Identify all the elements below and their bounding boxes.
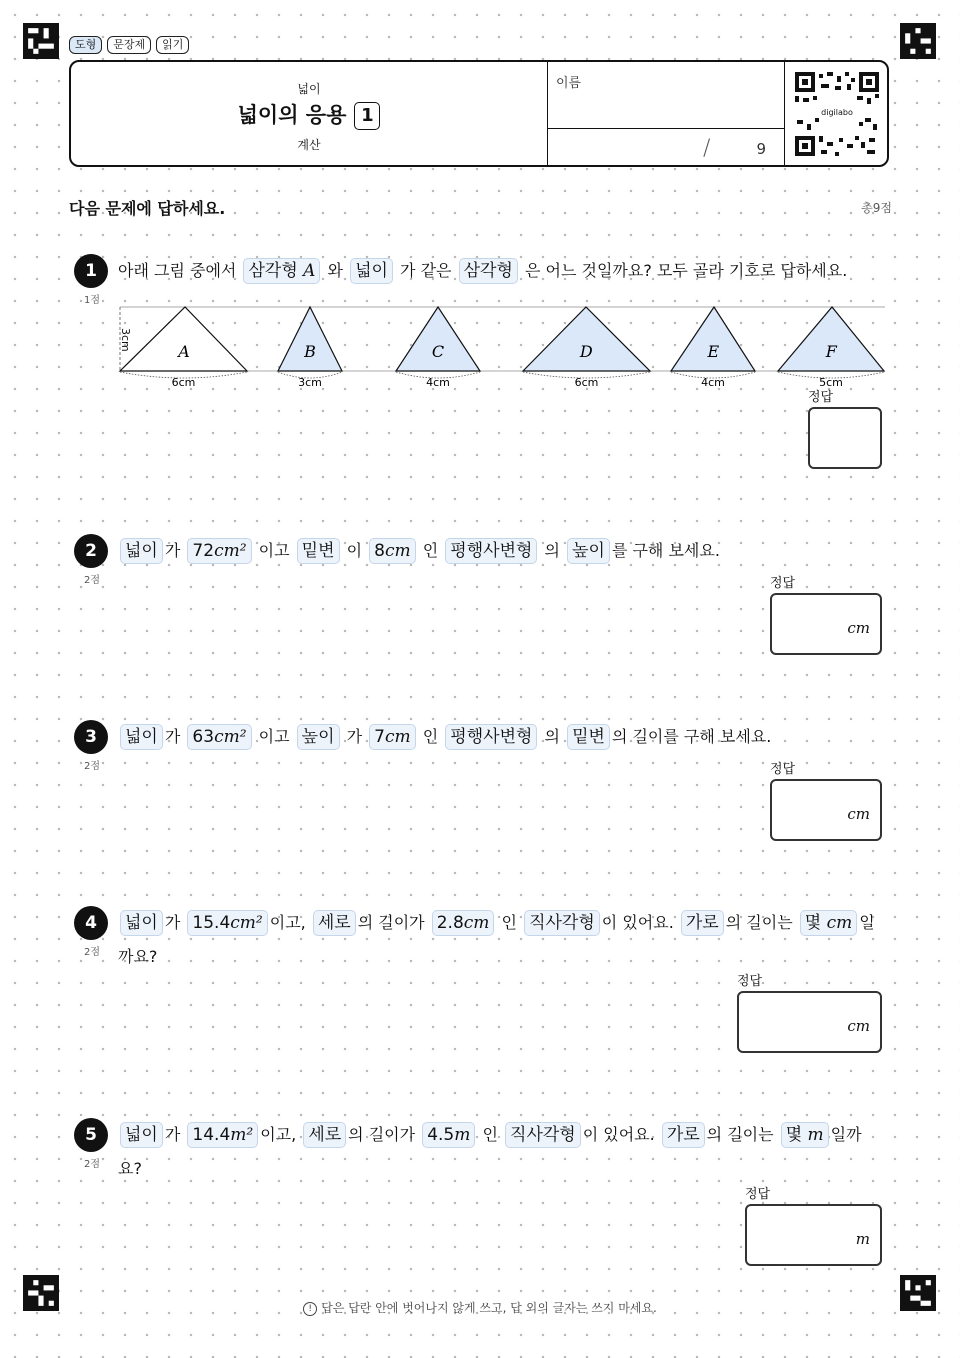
term: 몇	[785, 1125, 803, 1145]
text-segment: 이 있어요.	[601, 913, 674, 932]
base-length-label: 4cm	[701, 376, 725, 389]
term-chip: 넓이	[350, 258, 393, 284]
name-label: 이름	[556, 76, 582, 91]
text-segment: 아래 그림 중에서	[118, 261, 237, 280]
text-segment: 이고	[258, 541, 290, 560]
answer-label: 정답	[770, 762, 796, 777]
term-chip	[243, 258, 320, 284]
term-chip: 평행사변형	[445, 724, 537, 750]
text-segment: 를 구해 보세요.	[611, 541, 720, 560]
question-points: 2점	[84, 761, 101, 772]
triangle-d	[523, 307, 650, 371]
unit: cm²	[214, 541, 247, 561]
answer-label: 정답	[737, 974, 763, 989]
answer-unit: m	[855, 1230, 870, 1248]
page-title	[71, 99, 547, 130]
question-points: 2점	[84, 947, 101, 958]
question-number: 1	[74, 254, 108, 288]
triangle-label: A	[178, 342, 190, 361]
question-text	[118, 720, 771, 754]
answer-box-1[interactable]	[808, 407, 882, 469]
question-number: 5	[74, 1118, 108, 1152]
unit: cm	[826, 913, 853, 933]
question-number: 4	[74, 906, 108, 940]
question-number: 3	[74, 720, 108, 754]
answer-box-3[interactable]	[770, 779, 882, 841]
text-segment: 가	[164, 727, 181, 746]
text-segment: 의	[544, 727, 560, 746]
term-chip: 넓이	[120, 538, 163, 564]
warning-icon: !	[303, 1302, 317, 1316]
question-points: 1점	[84, 295, 101, 306]
value: 63	[192, 727, 215, 747]
divider	[548, 128, 784, 129]
term-chip: 세로	[303, 1122, 346, 1148]
text-segment: 이고,	[269, 913, 306, 932]
answer-box-2[interactable]	[770, 593, 882, 655]
term: 몇	[804, 913, 822, 933]
corner-marker-top-right	[900, 23, 936, 59]
unit: m	[807, 1125, 824, 1145]
text-segment: 인	[422, 541, 439, 560]
value: 7	[374, 727, 385, 747]
answer-unit: cm	[847, 619, 870, 637]
worksheet-number: 1	[354, 102, 380, 130]
triangle-a	[120, 307, 247, 371]
text-segment: 일	[859, 913, 875, 932]
answer-label: 정답	[770, 576, 796, 591]
term-chip: 넓이	[120, 910, 163, 936]
value-chip	[369, 724, 415, 750]
text-segment: 요?	[118, 1159, 142, 1178]
text-segment: 인	[422, 727, 439, 746]
text-segment: 의 길이가	[357, 913, 425, 932]
text-segment: 이 있어요.	[582, 1125, 655, 1144]
text-segment: 까요?	[118, 947, 158, 966]
value: 72	[192, 541, 215, 561]
triangle-e	[671, 307, 755, 371]
height-label: 3cm	[119, 328, 132, 352]
term-chip: 평행사변형	[445, 538, 537, 564]
term-chip: 밑변	[567, 724, 610, 750]
term-chip: 넓이	[120, 1122, 163, 1148]
text-segment: 의 길이는	[725, 913, 793, 932]
question-points: 2점	[84, 575, 101, 586]
header-subtitle: 넓이	[297, 82, 321, 96]
triangle-f	[778, 307, 884, 371]
value-chip	[422, 1122, 475, 1148]
base-length-label: 5cm	[819, 376, 843, 389]
instruction: 다음 문제에 답하세요.	[69, 199, 226, 218]
value-chip	[187, 538, 251, 564]
question-text	[118, 254, 847, 288]
unit: m²	[230, 1125, 254, 1145]
value-chip	[187, 724, 251, 750]
qr-code-icon	[795, 72, 879, 156]
header-title-area	[71, 62, 547, 165]
triangle-label: B	[304, 342, 316, 361]
question-text	[118, 534, 720, 568]
text-segment: 와	[327, 261, 343, 280]
value: 15.4	[192, 913, 231, 933]
text-segment: 가	[164, 913, 181, 932]
unit: cm	[384, 727, 411, 747]
name-score-area	[547, 62, 785, 165]
score-total: 9	[756, 140, 766, 158]
value-chip	[432, 910, 495, 936]
text-segment: 이고	[258, 727, 290, 746]
total-points: 총9점	[861, 201, 892, 215]
triangle-label: E	[707, 342, 720, 361]
triangles-figure	[110, 300, 890, 392]
text-segment: 일까	[830, 1125, 862, 1144]
text-segment: 인	[482, 1125, 498, 1144]
text-segment: 의 길이는	[706, 1125, 774, 1144]
triangle-label: C	[431, 342, 445, 361]
term-chip: 가로	[662, 1122, 705, 1148]
answer-unit: cm	[847, 805, 870, 823]
value-chip	[369, 538, 415, 564]
question-number: 2	[74, 534, 108, 568]
tag-word-problem[interactable]: 문장제	[107, 36, 151, 54]
value: 4.5	[427, 1125, 455, 1145]
text-segment: 인	[501, 913, 517, 932]
unit: m	[454, 1125, 471, 1145]
answer-label: 정답	[808, 390, 834, 405]
term-chip: 세로	[313, 910, 356, 936]
corner-marker-top-left	[23, 23, 59, 59]
unit: cm²	[230, 913, 263, 933]
triangle-c	[396, 307, 480, 371]
answer-unit: cm	[847, 1017, 870, 1035]
term-chip: 높이	[567, 538, 610, 564]
math-var: A	[303, 261, 316, 281]
term: 삼각형	[248, 261, 298, 281]
text-segment: 가	[164, 541, 181, 560]
header-category: 계산	[297, 138, 321, 152]
term-chip: 가로	[681, 910, 724, 936]
category-tags	[69, 36, 189, 54]
question-points: 2점	[84, 1159, 101, 1170]
term-chip: 삼각형	[459, 258, 518, 284]
term-chip: 직사각형	[524, 910, 600, 936]
footer-note	[0, 1299, 960, 1316]
tag-shape[interactable]: 도형	[69, 36, 102, 54]
value-chip	[187, 910, 267, 936]
text-segment: 이	[346, 541, 363, 560]
term-chip	[781, 1122, 829, 1148]
score-slash: /	[703, 136, 711, 161]
base-length-label: 4cm	[426, 376, 450, 389]
tag-reading[interactable]: 읽기	[156, 36, 189, 54]
value: 2.8	[436, 913, 464, 933]
answer-box-5[interactable]	[745, 1204, 882, 1266]
value-chip	[187, 1122, 258, 1148]
text-segment: 의 길이가	[348, 1125, 416, 1144]
answer-box-4[interactable]	[737, 991, 882, 1053]
term-chip: 밑변	[297, 538, 340, 564]
answer-label: 정답	[745, 1187, 771, 1202]
worksheet-header	[69, 60, 889, 167]
unit: cm	[384, 541, 411, 561]
text-segment: 의 길이를 구해 보세요.	[611, 727, 772, 746]
term-chip: 직사각형	[505, 1122, 581, 1148]
unit: cm	[463, 913, 490, 933]
triangle-label: D	[579, 342, 593, 361]
qr-label: digilabo	[821, 108, 853, 117]
text-segment: 가 같은	[400, 261, 452, 280]
question-text	[118, 1118, 888, 1186]
unit: cm²	[214, 727, 247, 747]
text-segment: 은 어느 것일까요? 모두 골라 기호로 답하세요.	[524, 261, 848, 280]
text-segment: 가	[164, 1125, 181, 1144]
base-length-label: 6cm	[574, 376, 599, 389]
text-segment: 이고,	[260, 1125, 297, 1144]
base-length-label: 3cm	[298, 376, 322, 389]
term-chip: 넓이	[120, 724, 163, 750]
text-segment: 가	[346, 727, 363, 746]
footer-text: 답은 답란 안에 벗어나지 않게 쓰고, 답 외의 글자는 쓰지 마세요.	[321, 1301, 657, 1315]
value: 14.4	[192, 1125, 231, 1145]
text-segment: 의	[544, 541, 560, 560]
value: 8	[374, 541, 385, 561]
term-chip	[800, 910, 858, 936]
triangle-label: F	[825, 342, 837, 361]
base-length-label: 6cm	[171, 376, 196, 389]
question-text	[118, 906, 888, 974]
page-title-text: 넓이의 응용	[237, 103, 347, 127]
term-chip: 높이	[297, 724, 340, 750]
triangle-b	[278, 307, 342, 371]
